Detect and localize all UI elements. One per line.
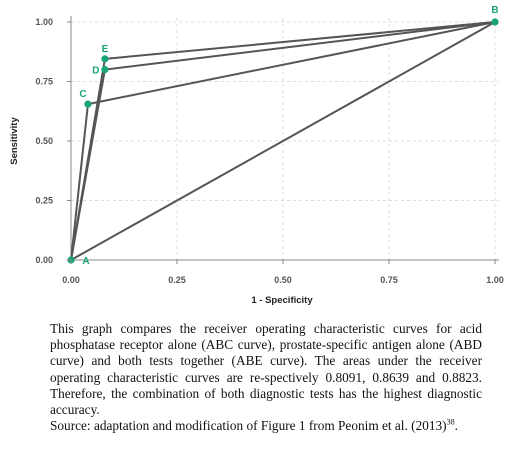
figure-caption (50, 321, 482, 434)
x-axis-label: 1 - Specificity (251, 295, 313, 306)
y-axis-label: Sensitivity (9, 117, 20, 165)
point-label-c: C (79, 89, 87, 101)
point-label-b: B (491, 5, 499, 16)
y-tick-label: 0.75 (35, 76, 53, 87)
point-marker-e (101, 55, 108, 62)
caption-text: This graph compares the receiver operating characteristic curves for acid phosphatase receptor alone (ABC curve), prostate-specific antigen alone (ABD curve) and both tests together (ABE curve). The areas under the receiver operating characteristic curves are re-spectively 0.8091, 0.8639 and 0.8823. Therefore, the combination of both diagnostic tests has the highest diagnostic accuracy. (50, 321, 482, 418)
caption-source-end: . (454, 418, 458, 434)
y-tick-label: 0.00 (35, 255, 53, 265)
point-marker-c (84, 101, 91, 108)
x-tick-label: 1.00 (486, 275, 504, 285)
x-tick-label: 0.75 (380, 275, 398, 285)
y-tick-label: 0.25 (35, 195, 53, 206)
x-tick-label: 0.25 (168, 275, 186, 285)
y-tick-label: 0.50 (35, 136, 53, 146)
caption-source-ref: 38 (446, 417, 455, 427)
point-label-e: E (101, 43, 109, 55)
x-tick-label: 0.50 (274, 275, 292, 285)
x-tick-label: 0.00 (62, 275, 80, 285)
point-marker-b (491, 18, 498, 25)
point-marker-d (101, 66, 108, 73)
y-tick-label: 1.00 (35, 17, 53, 27)
caption-source: Source: adaptation and modification of Figure 1 from Peonim et al. (2013) (50, 418, 447, 434)
point-label-a: A (82, 256, 90, 267)
point-label-d: D (92, 65, 100, 77)
